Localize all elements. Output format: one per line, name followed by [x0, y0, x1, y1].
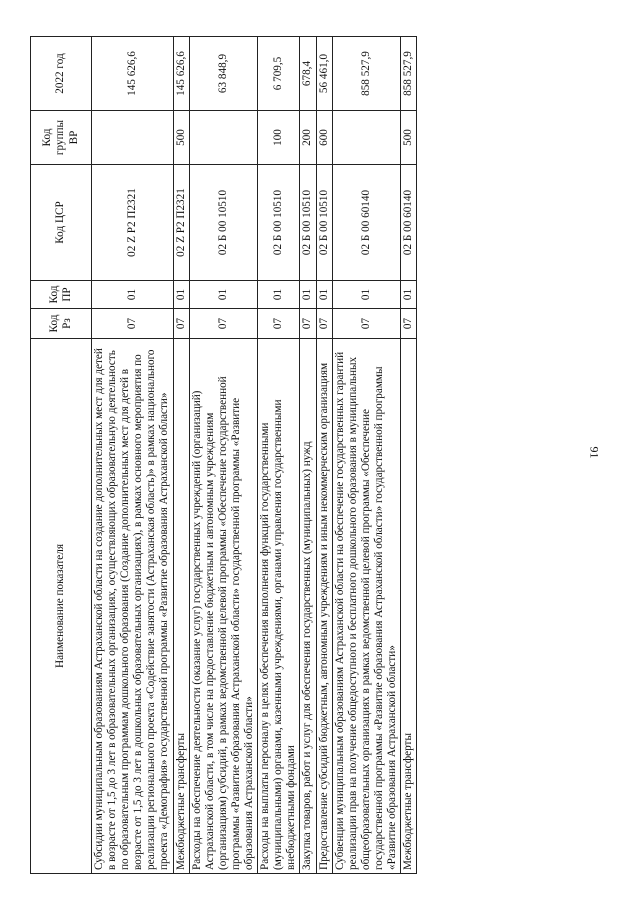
cell-sum: 56 461,0 — [316, 37, 332, 111]
cell-name: Предоставление субсидий бюджетным, автономным учреждениям и иным некоммерческим организациям — [316, 339, 332, 874]
cell-vr: 200 — [300, 111, 316, 165]
cell-pr: 01 — [316, 281, 332, 309]
cell-csr: 02 Б 00 10510 — [300, 165, 316, 281]
table-header-row — [31, 37, 92, 874]
cell-sum: 63 848,9 — [189, 37, 257, 111]
cell-vr: 500 — [173, 111, 189, 165]
header-vr: Код группы ВР — [31, 111, 92, 165]
header-csr: Код ЦСР — [31, 165, 92, 281]
header-name: Наименование показателя — [31, 339, 92, 874]
cell-csr: 02 Б 00 60140 — [332, 165, 400, 281]
table-row — [316, 37, 332, 874]
cell-vr: 100 — [258, 111, 300, 165]
cell-rz: 07 — [401, 309, 417, 339]
cell-csr: 02 Z P2 П2321 — [92, 165, 174, 281]
cell-name: Расходы на выплаты персоналу в целях обеспечения выполнения функций государственными (муниципальными) органами, казенными учреждениями, органами управления государственными внебюджетными фондами — [258, 339, 300, 874]
cell-rz: 07 — [332, 309, 400, 339]
cell-rz: 07 — [173, 309, 189, 339]
cell-name: Расходы на обеспечение деятельности (оказание услуг) государственных учреждений (организаций) Астраханской области, в том числе на предоставление бюджетным и автономным учреждениям (организациям) субсидий, в рамках ведомственной целевой программы «Обеспечение государственной программы «Развитие образования Астраханской области» государственной программы «Развитие образования Астраханской области» — [189, 339, 257, 874]
cell-vr — [189, 111, 257, 165]
cell-csr: 02 Б 00 10510 — [258, 165, 300, 281]
cell-csr: 02 Б 00 60140 — [401, 165, 417, 281]
cell-sum: 858 527,9 — [401, 37, 417, 111]
cell-name: Субсидии муниципальным образованиям Астраханской области на создание дополнительных мест для детей в возрасте от 1,5 до 3 лет в образовательных организациях, осуществляющих образовательную деятельность по образовательным программам дошкольного образования (Создание дополнительных мест для детей в возрасте от 1,5 до 3 лет в дошкольных образовательных организациях), в рамках основного мероприятия по реализации регионального проекта «Содействие занятости (Астраханская область)» в рамках национального проекта «Демография» государственной программы «Развитие образования Астраханской области» — [92, 339, 174, 874]
cell-sum: 145 626,6 — [173, 37, 189, 111]
cell-csr: 02 Z P2 П2321 — [173, 165, 189, 281]
cell-rz: 07 — [316, 309, 332, 339]
cell-sum: 6 709,5 — [258, 37, 300, 111]
cell-vr: 500 — [401, 111, 417, 165]
cell-name: Межбюджетные трансферты — [173, 339, 189, 874]
cell-pr: 01 — [258, 281, 300, 309]
cell-name: Закупка товаров, работ и услуг для обеспечения государственных (муниципальных) нужд — [300, 339, 316, 874]
table-row — [92, 37, 174, 874]
page-number: 91 — [587, 446, 602, 459]
cell-name: Субвенции муниципальным образованиям Астраханской области на обеспечение государственных гарантий реализации прав на получение общедоступного и бесплатного дошкольного образования в муниципальных общеобразовательных организациях в рамках ведомственной целевой программы «Обеспечение государственной программы «Развитие образования Астраханской области» государственной программы «Развитие образования Астраханской области» — [332, 339, 400, 874]
cell-pr: 01 — [189, 281, 257, 309]
budget-table — [30, 36, 417, 874]
cell-vr: 600 — [316, 111, 332, 165]
rotated-table-container — [30, 37, 491, 874]
cell-csr: 02 Б 00 10510 — [189, 165, 257, 281]
table-row — [173, 37, 189, 874]
cell-sum: 678,4 — [300, 37, 316, 111]
cell-vr — [332, 111, 400, 165]
cell-sum: 858 527,9 — [332, 37, 400, 111]
cell-pr: 01 — [300, 281, 316, 309]
cell-name: Межбюджетные трансферты — [401, 339, 417, 874]
header-sum: 2022 год — [31, 37, 92, 111]
cell-rz: 07 — [92, 309, 174, 339]
cell-pr: 01 — [173, 281, 189, 309]
cell-pr: 01 — [332, 281, 400, 309]
table-row — [189, 37, 257, 874]
cell-sum: 145 626,6 — [92, 37, 174, 111]
cell-csr: 02 Б 00 10510 — [316, 165, 332, 281]
table-row — [300, 37, 316, 874]
table-row — [332, 37, 400, 874]
cell-pr: 01 — [92, 281, 174, 309]
cell-pr: 01 — [401, 281, 417, 309]
table-row — [258, 37, 300, 874]
cell-vr — [92, 111, 174, 165]
table-row — [401, 37, 417, 874]
header-pr: Код ПР — [31, 281, 92, 309]
header-rz: Код Рз — [31, 309, 92, 339]
cell-rz: 07 — [189, 309, 257, 339]
cell-rz: 07 — [258, 309, 300, 339]
cell-rz: 07 — [300, 309, 316, 339]
